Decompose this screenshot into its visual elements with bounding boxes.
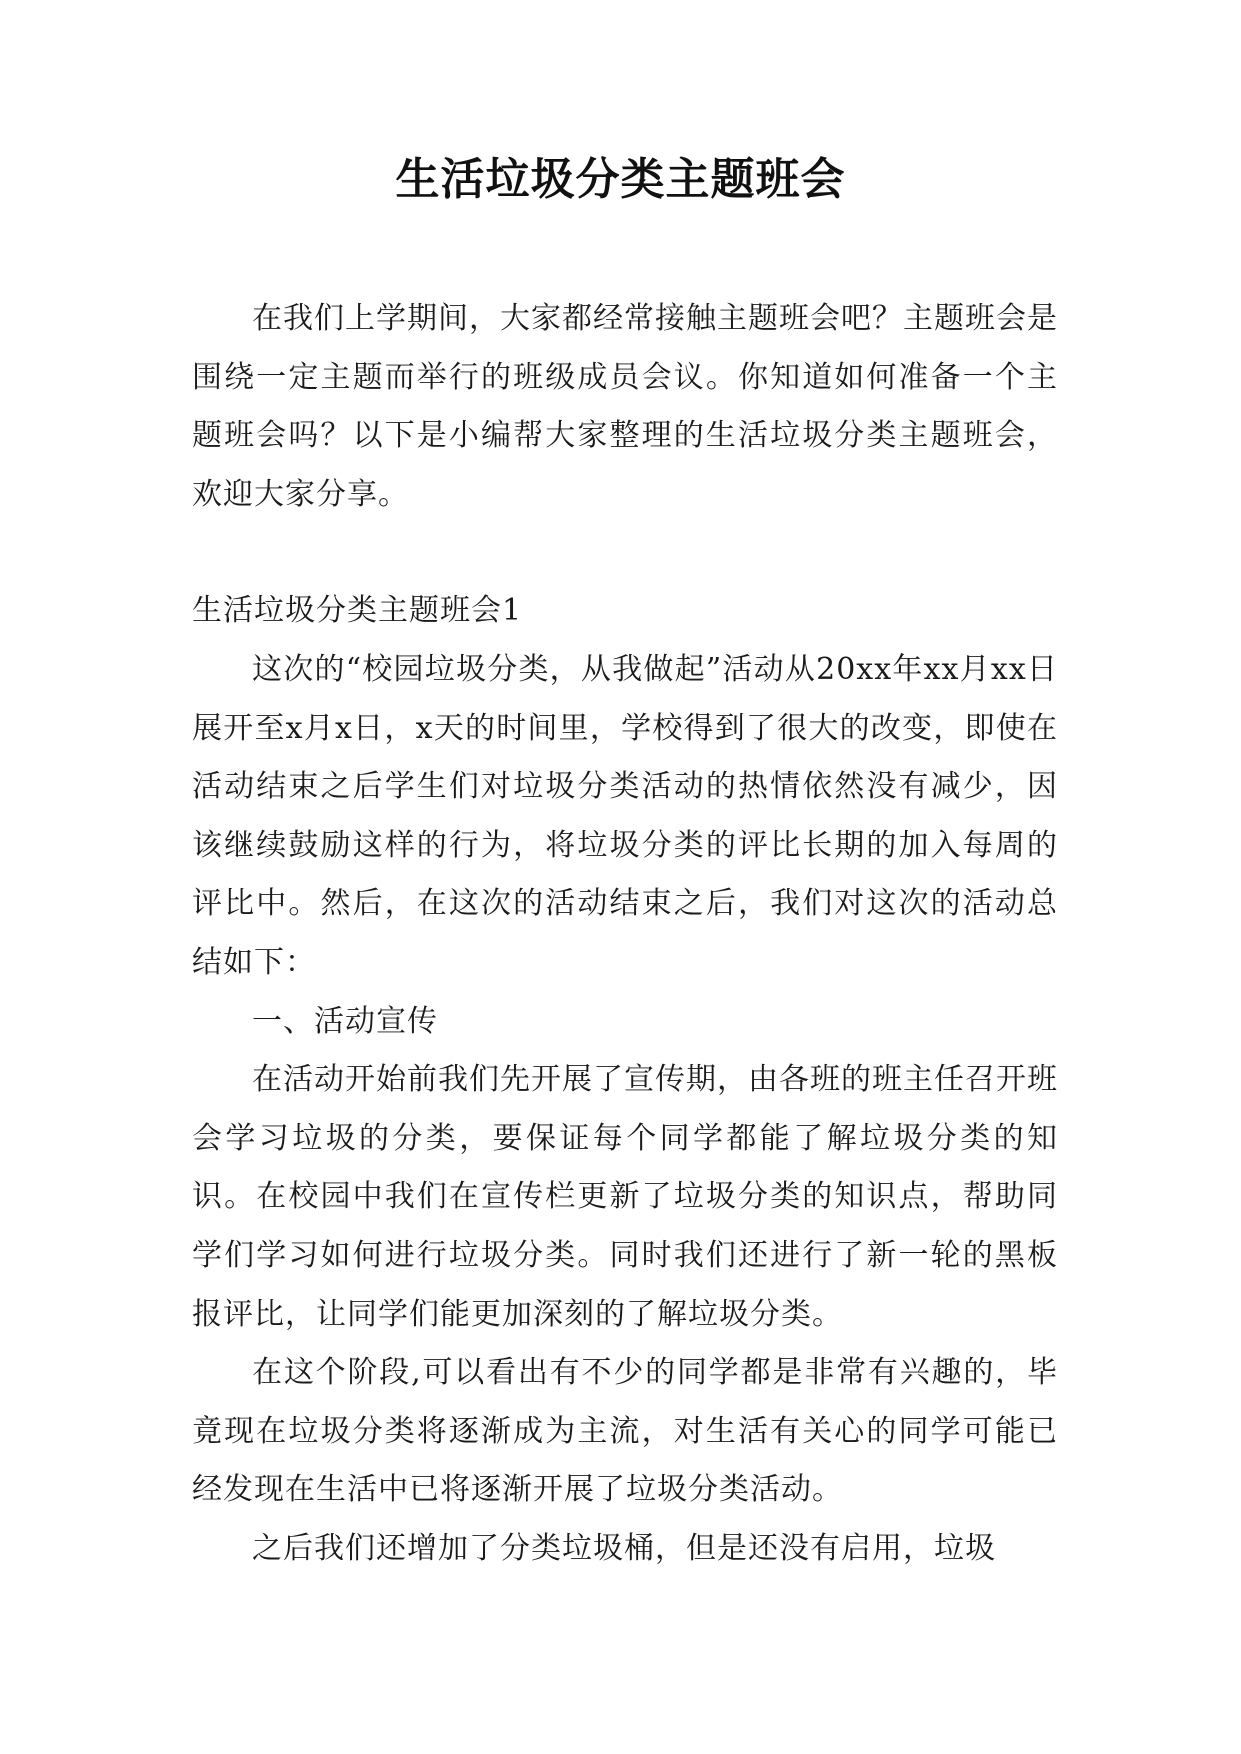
document-title: 生活垃圾分类主题班会 <box>395 154 846 205</box>
paragraph-spacer <box>192 524 1058 582</box>
body-paragraph-2: 在活动开始前我们先开展了宣传期，由各班的班主任召开班会学习垃圾的分类，要保证每个同学都能了解垃圾分类的知识。在校园中我们在宣传栏更新了垃圾分类的知识点，帮助同学们学习如何进行垃圾分类。同时我们还进行了新一轮的黑板报评比，让同学们能更加深刻的了解垃圾分类。 <box>192 1062 1058 1332</box>
document-body <box>192 290 1058 1578</box>
body-paragraph-1: 这次的“校园垃圾分类，从我做起”活动从20xx年xx月xx日展开至x月x日，x天的时间里，学校得到了很大的改变，即使在活动结束之后学生们对垃圾分类活动的热情依然没有减少，因该继续鼓励这样的行为，将垃圾分类的评比长期的加入每周的评比中。然后，在这次的活动结束之后，我们对这次的活动总结如下： <box>192 651 1058 980</box>
subheading-activity-promotion: 一、活动宣传 <box>252 1003 438 1039</box>
body-paragraph-4: 之后我们还增加了分类垃圾桶，但是还没有启用，垃圾 <box>252 1530 996 1566</box>
intro-paragraph: 在我们上学期间，大家都经常接触主题班会吧？主题班会是围绕一定主题而举行的班级成员会议。你知道如何准备一个主题班会吗？以下是小编帮大家整理的生活垃圾分类主题班会，欢迎大家分享。 <box>192 301 1058 512</box>
body-paragraph-3: 在这个阶段,可以看出有不少的同学都是非常有兴趣的，毕竟现在垃圾分类将逐渐成为主流，对生活有关心的同学可能已经发现在生活中已将逐渐开展了垃圾分类活动。 <box>192 1355 1058 1508</box>
section-heading: 生活垃圾分类主题班会1 <box>192 593 523 629</box>
